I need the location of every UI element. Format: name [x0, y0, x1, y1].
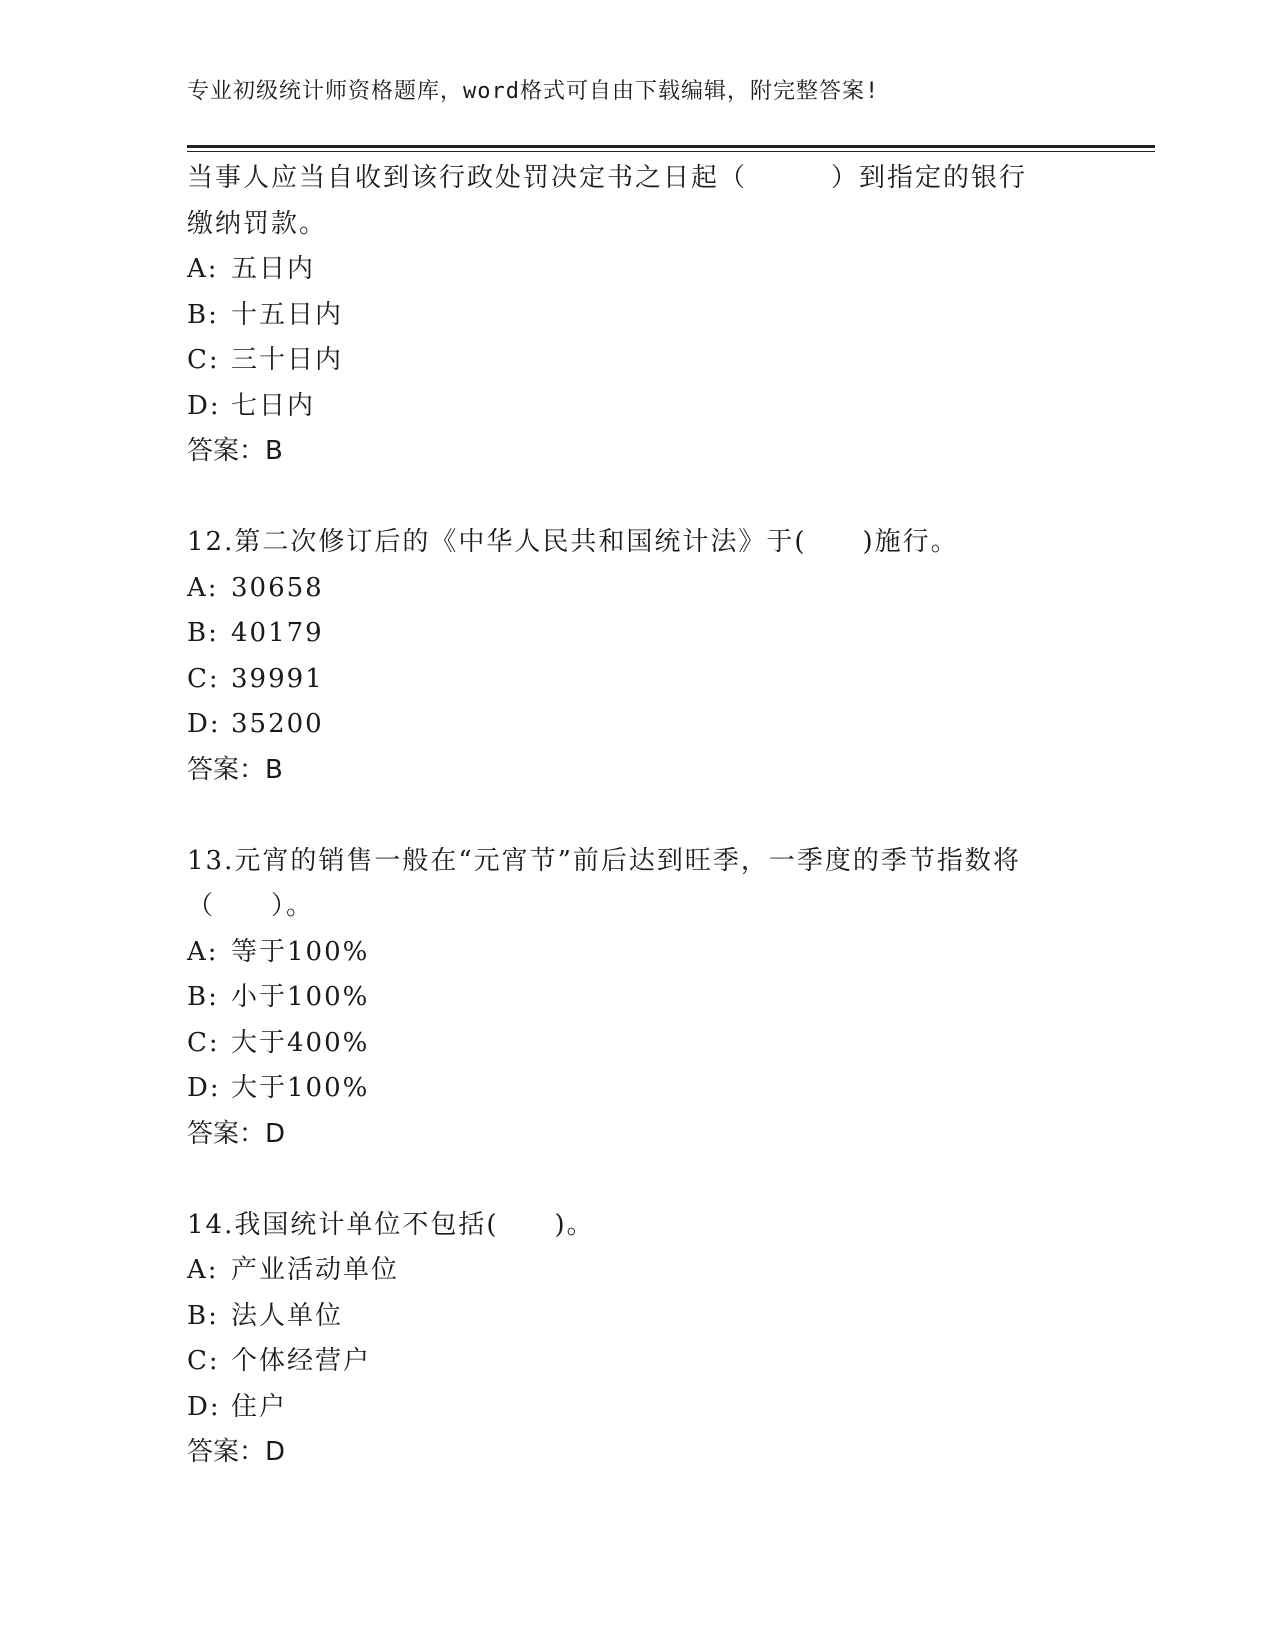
option-c	[187, 338, 1087, 384]
option-text: 大于400%	[231, 1027, 370, 1058]
header-rule-thick	[187, 145, 1155, 148]
question-stem: 当事人应当自收到该行政处罚决定书之日起（ ）到指定的银行	[187, 163, 1028, 193]
option-text: 小于100%	[231, 982, 370, 1012]
spacer	[187, 1157, 1087, 1203]
option-b	[187, 611, 1087, 657]
option-d	[187, 1385, 1087, 1431]
option-d	[187, 384, 1087, 430]
option-letter: B:	[187, 982, 219, 1012]
option-letter: D:	[187, 390, 221, 421]
option-a	[187, 930, 1087, 976]
question-block	[187, 1203, 1087, 1476]
option-b	[187, 293, 1087, 339]
answer-line: 答案：B	[187, 436, 283, 466]
option-letter: B:	[187, 1300, 219, 1331]
option-letter: A:	[187, 254, 219, 284]
option-letter: C:	[187, 1027, 220, 1058]
question-stem: 14.我国统计单位不包括( )。	[187, 1209, 595, 1240]
option-text: 七日内	[231, 390, 316, 421]
option-d	[187, 1066, 1087, 1112]
option-text: 35200	[231, 709, 324, 739]
option-d	[187, 702, 1087, 748]
option-text: 个体经营户	[231, 1346, 372, 1376]
option-a	[187, 247, 1087, 293]
option-letter: D:	[187, 709, 221, 739]
option-a	[187, 1248, 1087, 1294]
option-letter: C:	[187, 1346, 220, 1376]
option-text: 等于100%	[231, 936, 370, 967]
option-text: 30658	[231, 572, 324, 603]
option-text: 40179	[231, 618, 324, 648]
question-block	[187, 520, 1087, 793]
option-letter: D:	[187, 1391, 221, 1422]
option-text: 39991	[231, 663, 324, 694]
option-text: 住户	[231, 1391, 288, 1422]
option-text: 五日内	[231, 254, 316, 284]
option-text: 产业活动单位	[231, 1255, 400, 1285]
option-letter: A:	[187, 572, 219, 603]
option-text: 大于100%	[231, 1073, 370, 1103]
option-letter: C:	[187, 345, 220, 375]
option-c	[187, 1339, 1087, 1385]
question-stem: 缴纳罚款。	[187, 208, 328, 239]
option-text: 三十日内	[231, 345, 344, 375]
option-text: 十五日内	[231, 299, 344, 330]
option-letter: B:	[187, 618, 219, 648]
answer-line: 答案：D	[187, 1118, 286, 1149]
option-c	[187, 657, 1087, 703]
spacer	[187, 475, 1087, 521]
option-text: 法人单位	[231, 1300, 344, 1331]
header-rule-thin	[187, 151, 1155, 152]
option-letter: C:	[187, 663, 220, 694]
option-b	[187, 1294, 1087, 1340]
question-stem: 13.元宵的销售一般在“元宵节”前后达到旺季，一季度的季节指数将	[187, 845, 1021, 876]
option-letter: A:	[187, 1255, 219, 1285]
option-letter: A:	[187, 936, 219, 967]
question-list	[187, 156, 1087, 1476]
option-c	[187, 1021, 1087, 1067]
spacer	[187, 793, 1087, 839]
option-letter: D:	[187, 1073, 221, 1103]
page-header: 专业初级统计师资格题库，word格式可自由下载编辑，附完整答案!	[187, 79, 880, 104]
question-block	[187, 156, 1087, 475]
answer-line: 答案：D	[187, 1437, 286, 1467]
question-stem: 12.第二次修订后的《中华人民共和国统计法》于( )施行。	[187, 527, 959, 557]
question-stem: （ ）。	[187, 891, 315, 921]
option-a	[187, 566, 1087, 612]
option-b	[187, 975, 1087, 1021]
question-block	[187, 839, 1087, 1158]
answer-line: 答案：B	[187, 754, 283, 785]
option-letter: B:	[187, 299, 219, 330]
